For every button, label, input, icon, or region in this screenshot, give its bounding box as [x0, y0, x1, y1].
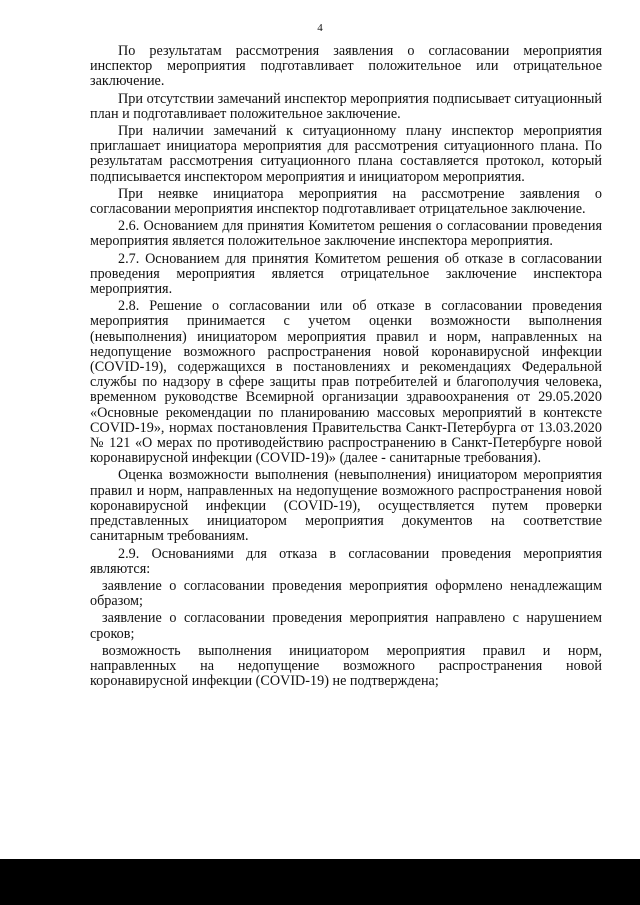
- paragraph-2-6: 2.6. Основанием для принятия Комитетом решения о согласовании проведения мероприятия является положительное заключение инспектора мероприятия.: [90, 218, 602, 250]
- list-item: возможность выполнения инициатором мероприятия правил и норм, направленных на недопущение возможного распространения новой коронавирусной инфекции (COVID-19) не подтверждена;: [90, 642, 602, 690]
- paragraph-with-remarks: При наличии замечаний к ситуационному плану инспектор мероприятия приглашает инициатора мероприятия для рассмотрения ситуационного плана. По результатам рассмотрения ситуационного плана составляется протокол, который подписывается инспектором мероприятия и инициатором мероприятия.: [90, 123, 602, 185]
- list-item: заявление о согласовании проведения мероприятия оформлено ненадлежащим образом;: [90, 577, 602, 610]
- list-item: заявление о согласовании проведения мероприятия направлено с нарушением сроков;: [90, 610, 602, 642]
- paragraph-assessment: Оценка возможности выполнения (невыполнения) инициатором мероприятия правил и норм, направленных на недопущение возможного распространения новой коронавирусной инфекции (COVID-19), осуществляется путем проверки представленных инициатором мероприятия документов на соответствие санитарным требованиям.: [90, 467, 602, 545]
- paragraph-2-7: 2.7. Основанием для принятия Комитетом решения об отказе в согласовании проведения мероприятия является отрицательное заключение инспектора мероприятия.: [90, 250, 602, 298]
- paragraph-2-8: 2.8. Решение о согласовании или об отказе в согласовании проведения мероприятия принимается с учетом оценки возможности выполнения (невыполнения) инициатором мероприятия правил и норм, направленных на недопущение возможного распространения новой коронавирусной инфекции (COVID-19), содержащихся в постановлениях и рекомендациях Федеральной службы по надзору в сфере защиты прав потребителей и благополучия человека, временном руководстве Всемирной организации здравоохранения от 29.05.2020 «Основные рекомендации по планированию массовых мероприятий в контексте COVID-19», нормах постановления Правительства Санкт-Петербурга от 13.03.2020 № 121 «О мерах по противодействию распространению в Санкт-Петербурге новой коронавирусной инфекции (COVID-19)» (далее - санитарные требования).: [90, 298, 602, 467]
- scan-border-bottom: [0, 859, 640, 905]
- paragraph-review-result: По результатам рассмотрения заявления о согласовании мероприятия инспектор мероприятия подготавливает положительное или отрицательное заключение.: [90, 43, 602, 90]
- paragraph-no-show: При неявке инициатора мероприятия на рассмотрение заявления о согласовании мероприятия инспектор подготавливает отрицательное заключение.: [90, 185, 602, 218]
- page-number: 4: [317, 22, 323, 34]
- paragraph-2-9: 2.9. Основаниями для отказа в согласовании проведения мероприятия являются:: [90, 545, 602, 577]
- paragraph-no-remarks: При отсутствии замечаний инспектор мероприятия подписывает ситуационный план и подготавливает положительное заключение.: [90, 90, 602, 122]
- document-body: [90, 44, 602, 691]
